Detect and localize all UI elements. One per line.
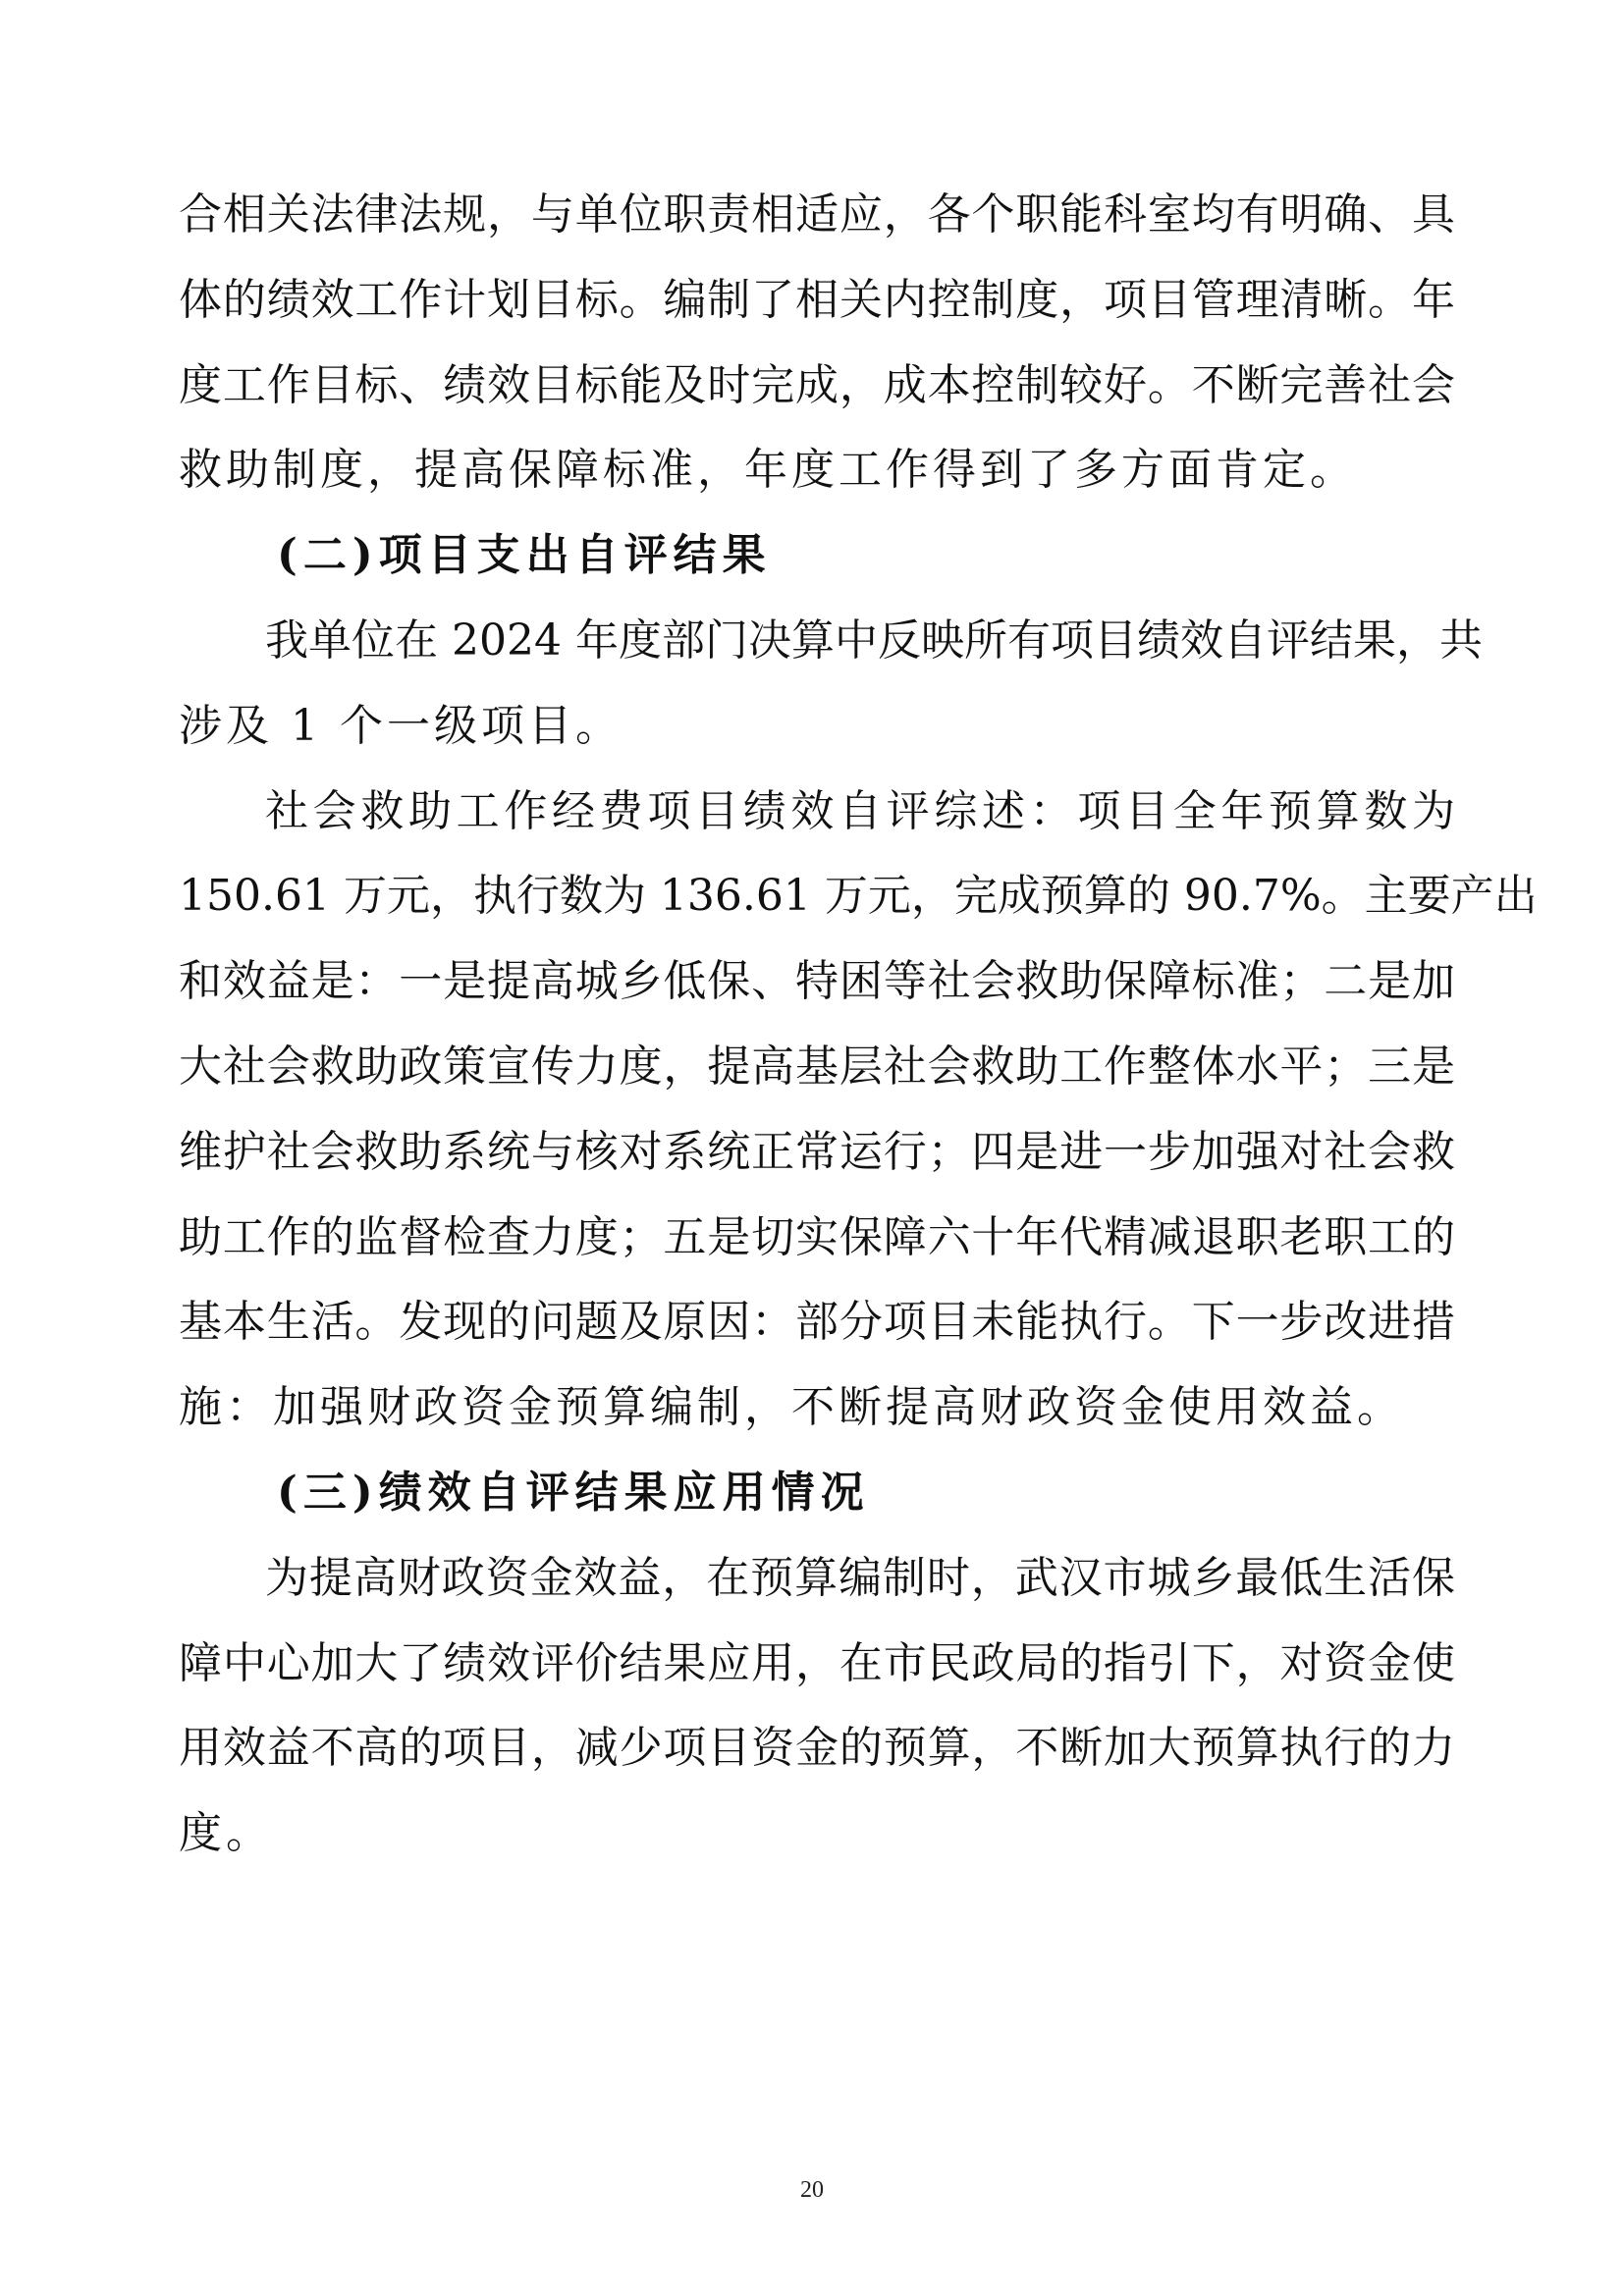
paragraph-line: 基本生活。发现的问题及原因：部分项目未能执行。下一步改进措: [179, 1297, 1455, 1348]
paragraph-line: 我单位在 2024 年度部门决算中反映所有项目绩效自评结果，共: [265, 614, 1483, 666]
paragraph-line: 救助制度，提高保障标准，年度工作得到了多方面肯定。: [179, 445, 1357, 496]
paragraph-line: 为提高财政资金效益，在预算编制时，武汉市城乡最低生活保: [265, 1552, 1455, 1603]
paragraph-line: 和效益是：一是提高城乡低保、特困等社会救助保障标准；二是加: [179, 956, 1455, 1007]
paragraph-line: 障中心加大了绩效评价结果应用，在市民政局的指引下，对资金使: [179, 1637, 1455, 1688]
paragraph-line: 体的绩效工作计划目标。编制了相关内控制度，项目管理清晰。年: [179, 274, 1455, 325]
paragraph-line: 施：加强财政资金预算编制，不断提高财政资金使用效益。: [179, 1382, 1404, 1433]
document-body: [179, 173, 1538, 1877]
paragraph-line: 度工作目标、绩效目标能及时完成，成本控制较好。不断完善社会: [179, 359, 1455, 410]
section-heading-project-expenditure: (二)项目支出自评结果: [277, 530, 772, 581]
paragraph-line: 度。: [179, 1808, 273, 1859]
page-number: 20: [800, 2177, 824, 2203]
paragraph-line: 维护社会救助系统与核对系统正常运行；四是进一步加强对社会救: [179, 1126, 1455, 1177]
section-heading-result-application: (三)绩效自评结果应用情况: [277, 1467, 870, 1518]
paragraph-line: 涉及 1 个一级项目。: [179, 700, 623, 751]
paragraph-line: 150.61 万元，执行数为 136.61 万元，完成预算的 90.7%。主要产出: [179, 871, 1538, 922]
paragraph-line: 助工作的监督检查力度；五是切实保障六十年代精减退职老职工的: [179, 1211, 1455, 1262]
paragraph-line: 用效益不高的项目，减少项目资金的预算，不断加大预算执行的力: [179, 1723, 1455, 1774]
paragraph-line: 大社会救助政策宣传力度，提高基层社会救助工作整体水平；三是: [179, 1041, 1455, 1092]
paragraph-line: 社会救助工作经费项目绩效自评综述：项目全年预算数为: [265, 785, 1455, 836]
paragraph-line: 合相关法律法规，与单位职责相适应，各个职能科室均有明确、具: [179, 189, 1455, 240]
